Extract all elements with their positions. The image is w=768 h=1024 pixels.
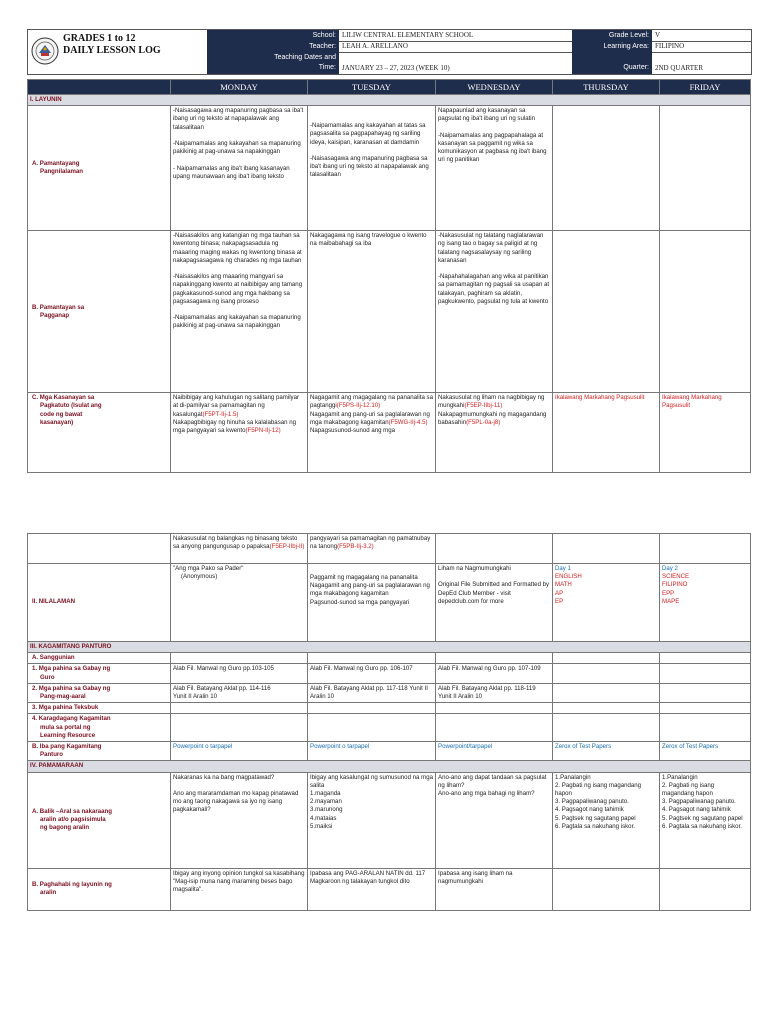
label-iba-pang-kagamitan: B. Iba pang Kagamitang Panturo [28, 742, 171, 761]
row-teksbuk [28, 703, 751, 714]
cell-nil-thursday: Day 1 ENGLISH MATH AP EP [553, 564, 660, 642]
cell-nil-monday: "Ang mga Pako sa Pader" (Anonymous) [171, 564, 308, 642]
quarter-value: 2ND QUARTER [655, 64, 703, 72]
cell-mag-wednesday: Alab Fil. Batayang Aklat pp. 118-119 Yunit II Aralin 10 [436, 683, 553, 702]
cell-balik-wednesday: Ano-ano ang dapat tandaan sa pagsulat ng liham? Ano-ano ang mga bahagi ng liham? [436, 772, 553, 868]
cell-cont-tuesday: pangyayari sa pamamagitan ng pamatnubay na tanong(F5PB-IIj-3.2) [308, 534, 436, 564]
row-learning-resource [28, 714, 751, 742]
cell-iba-thursday: Zerox of Test Papers [553, 742, 660, 761]
row-nilalaman [28, 564, 751, 642]
cell-c-thursday: Ikalawang Markahang Pagsusulit [553, 393, 660, 473]
row-gabay-mag-aaral [28, 683, 751, 702]
teacher-label: Teacher: [207, 41, 339, 52]
header-info-grid [207, 30, 751, 74]
row-mga-kasanayan [28, 393, 751, 473]
dates-label: Teaching Dates and Time: [207, 52, 339, 74]
label-learning-resource: 4. Karagdagang Kagamitan mula sa portal ng Learning Resource [28, 714, 171, 742]
cell-mag-tuesday: Alab Fil. Batayang Aklat pp. 117-118 Yunit II Aralin 10 [308, 683, 436, 702]
cell-nil-tuesday: Paggamit ng magagalang na pananalita Nagagamit ang pang-uri sa paglalarawan ng mga makabagong kagamitan Pagsunod-sunod sa mga pangyayari [308, 564, 436, 642]
cell-b-wednesday: -Nakasusulat ng talatang naglalarawan ng isang tao o bagay sa paligid at ng talatang nagsasalaysay ng sariling karanasan -Napahahalagahan ang wika at panitikan sa pamamagitan ng pagsali sa usapan at talakayan, paghiram sa aklatin, pagkukwento, pagsulat ng tula at kwento [436, 231, 553, 393]
label-balik-aral: A. Balik –Aral sa nakaraang aralin at/o pagsisimula ng bagong aralin [28, 772, 171, 868]
cell-gabay-monday: Alab Fil. Manwal ng Guro pp.103-105 [171, 664, 308, 683]
day-wednesday: WEDNESDAY [436, 80, 553, 95]
label-gabay-mag-aaral: 2. Mga pahina sa Gabay ng Pang-mag-aaral [28, 683, 171, 702]
label-paghahabi: B. Paghahabi ng layunin ng aralin [28, 868, 171, 910]
cell-nil-friday: Day 2 SCIENCE FILIPINO EPP MAPE [660, 564, 751, 642]
cell-c-monday: Naibibigay ang kahulugan ng salitang pamilyar at di-pamilyar sa pamamagitan ng kasalungat(F5PT-IIj-1.5) Nakapagbibigay ng hinuha sa kalalabasan ng mga pangyayari sa kwento(F5PN-IIj-12) [171, 393, 308, 473]
cell-iba-friday: Zerox of Test Papers [660, 742, 751, 761]
cell-c-friday: Ikalawang Markahang Pagsusulit [660, 393, 751, 473]
cell-a-wednesday: Napapaunlad ang kasanayan sa pagsulat ng iba't ibang uri ng sulatin -Naipamamalas ang pagpapahalaga at kasanayan sa paggamit ng wika sa komunikasyon at pagbasa ng iba't ibang uri ng panitikan [436, 106, 553, 231]
cell-gabay-wednesday: Alab Fil. Manwal ng Guro pp. 107-109 [436, 664, 553, 683]
cell-nil-wednesday: Liham na Nagmumungkahi Original File Submitted and Formatted by DepEd Club Member - visit depedclub.com for more [436, 564, 553, 642]
day-friday: FRIDAY [660, 80, 751, 95]
day-tuesday: TUESDAY [308, 80, 436, 95]
day-monday: MONDAY [171, 80, 308, 95]
cell-balik-tuesday: Ibigay ang kasalungat ng sumusunod na mga salita 1.maganda 2.mayaman 3.marunong 4.mataias 5.maiksi [308, 772, 436, 868]
days-header-row [28, 80, 751, 95]
cell-pagha-wednesday: Ipabasa ang isang liham na nagmumungkahi [436, 868, 553, 910]
cell-cont-friday [660, 534, 751, 564]
cell-iba-monday: Powerpoint o tarpapel [171, 742, 308, 761]
document-title [63, 33, 161, 57]
title-line-2: DAILY LESSON LOG [63, 45, 161, 56]
cell-cont-thursday [553, 534, 660, 564]
cell-a-tuesday: -Naipamamalas ang kakayahan at tatas sa pagsasalita sa pagpapahayag ng sariling ideya, kaisipan, karanasan at damdamin -Naisasagawa ang mapanuring pagbasa sa iba't ibang uri ng teksto at napapalawak ang talasalitaan [308, 106, 436, 231]
cell-pagha-monday: Ibigay ang inyong opinion tungkol sa kasabihang "Mag-isip muna nang maraming beses bago magsalita". [171, 868, 308, 910]
row-kasanayan-continued [28, 534, 751, 564]
cell-balik-monday: Nakaranas ka na bang magpatawad? Ano ang mararamdaman mo kapag pinatawad mo ang taong nakagawa sa iyo ng isang pagkakamali? [171, 772, 308, 868]
row-sanggunian [28, 653, 751, 664]
header-box [27, 29, 752, 75]
cell-cont-monday: Nakasusulat ng balangkas ng binasang teksto sa anyong pangungusap o papaksa(F5EP-IIbj-II) [171, 534, 308, 564]
cell-iba-wednesday: Powerpoint/tarpapel [436, 742, 553, 761]
title-line-1: GRADES 1 to 12 [63, 33, 136, 44]
cell-cont-wednesday [436, 534, 553, 564]
cell-gabay-tuesday: Alab Fil. Manwal ng Guro pp. 106-107 [308, 664, 436, 683]
cell-cont-label [28, 534, 171, 564]
header-row-dates [207, 52, 751, 74]
teacher-value: LEAH A. ARELLANO [342, 42, 408, 50]
row-paghahabi [28, 868, 751, 910]
label-mga-kasanayan: C. Mga Kasanayan sa Pagkatuto (Isulat ang code ng bawat kasanayan) [28, 393, 171, 473]
label-gabay-guro: 1. Mga pahina sa Gabay ng Guro [28, 664, 171, 683]
row-iba-pang-kagamitan [28, 742, 751, 761]
section-pamamaraan: IV. PAMAMARAAN [28, 761, 751, 772]
cell-mag-monday: Alab Fil. Batayang Aklat pp. 114-116 Yunit II Aralin 10 [171, 683, 308, 702]
row-pamantayan-sa-pagganap [28, 231, 751, 393]
grade-label: Grade Level: [572, 30, 652, 41]
cell-b-friday [660, 231, 751, 393]
section-layunin-row [28, 95, 751, 106]
cell-c-wednesday: Nakasusulat ng liham na nagbibigay ng mungkahi(F5EP-IIbj-11) Nakapagmumungkahi ng magagandang babasahin(F5PL-0a-j8) [436, 393, 553, 473]
cell-a-thursday [553, 106, 660, 231]
cell-balik-thursday: 1.Panalangin 2. Pagbati ng isang magandang hapon 3. Pagpapaliwanag panuto. 4. Pagsagot nang tahimik 5. Pagtsek ng sagutang papel 6. Pagtala sa nakuhang iskor. [553, 772, 660, 868]
day-thursday: THURSDAY [553, 80, 660, 95]
area-label: Learning Area: [572, 41, 652, 52]
school-label: School: [207, 30, 339, 41]
school-value: LILIW CENTRAL ELEMENTARY SCHOOL [342, 31, 474, 39]
dates-value: JANUARY 23 – 27, 2023 (WEEK 10) [342, 64, 450, 72]
label-nilalaman: II. NILALAMAN [28, 564, 171, 642]
cell-b-tuesday: Nakagagawa ng isang travelogue o kwento na maibabahagi sa iba [308, 231, 436, 393]
lesson-table-part-2 [27, 533, 751, 911]
label-pamantayang-pangnilalaman: A. Pamantayang Pangnilalaman [28, 106, 171, 231]
row-pamantayang-pangnilalaman [28, 106, 751, 231]
grade-value: V [655, 31, 661, 39]
header-row-teacher [207, 41, 751, 52]
cell-c-tuesday: Nagagamit ang magagalang na pananalita sa pagtanggi(F5PS-IIj-12.10) Nagagamit ang pang-uri sa paglalarawan ng mga makabagong kagamitan(F5WG-IIj-4.5) Napagsusunod-sunod ang mga [308, 393, 436, 473]
cell-a-friday [660, 106, 751, 231]
cell-pagha-tuesday: Ipabasa ang PAG-ARALAN NATIN dd. 117 Magkaroon ng talakayan tungkol dito [308, 868, 436, 910]
label-pamantayan-sa-pagganap: B. Pamantayan sa Pagganap [28, 231, 171, 393]
section-layunin: I. LAYUNIN [28, 95, 751, 106]
row-gabay-guro [28, 664, 751, 683]
label-teksbuk: 3. Mga pahina Teksbuk [28, 703, 171, 714]
section-kagamitan-row [28, 642, 751, 653]
section-kagamitan: III. KAGAMITANG PANTURO [28, 642, 751, 653]
cell-balik-friday: 1.Panalangin 2. Pagbati ng isang magandang hapon 3. Pagpapaliwanag panuto. 4. Pagsagot nang tahimik 5. Pagtsek ng sagutang papel 6. Pagtala sa nakuhang iskor. [660, 772, 751, 868]
cell-b-monday: -Naisasakilos ang katangian ng mga tauhan sa kwentong binasa; nakapagsasadula ng maaaring maging wakas ng kwentong binasa at nakapagsasagawa ng charades ng mga tauhan -Naisasakilos ang maaaring mangyari sa napakinggang kwento at naibibigay ang tamang pagkakasunod-sunod ang mga hakbang sa pagsasagawa ng isang proseso -Naipamamalas ang kakayahan sa mapanuring pakikinig at pag-unawa sa napakinggan [171, 231, 308, 393]
lesson-table-part-1 [27, 79, 751, 473]
deped-seal-icon [31, 33, 59, 69]
row-balik-aral [28, 772, 751, 868]
cell-a-monday: -Naisasagawa ang mapanuring pagbasa sa iba't ibang uri ng teksto at napapalawak ang talasalitaan -Naipamamalas ang kakayahan sa mapanuring pakikinig at pag-unawa sa napakinggan - Naipamamalas ang iba't ibang kasanayan upang maunawaan ang iba't ibang teksto [171, 106, 308, 231]
quarter-label: Quarter: [572, 63, 652, 74]
section-pamamaraan-row [28, 761, 751, 772]
area-value: FILIPINO [655, 42, 685, 50]
cell-iba-tuesday: Powerpoint o tarpapel [308, 742, 436, 761]
header-row-school [207, 30, 751, 41]
label-sanggunian: A. Sanggunian [28, 653, 171, 664]
cell-b-thursday [553, 231, 660, 393]
